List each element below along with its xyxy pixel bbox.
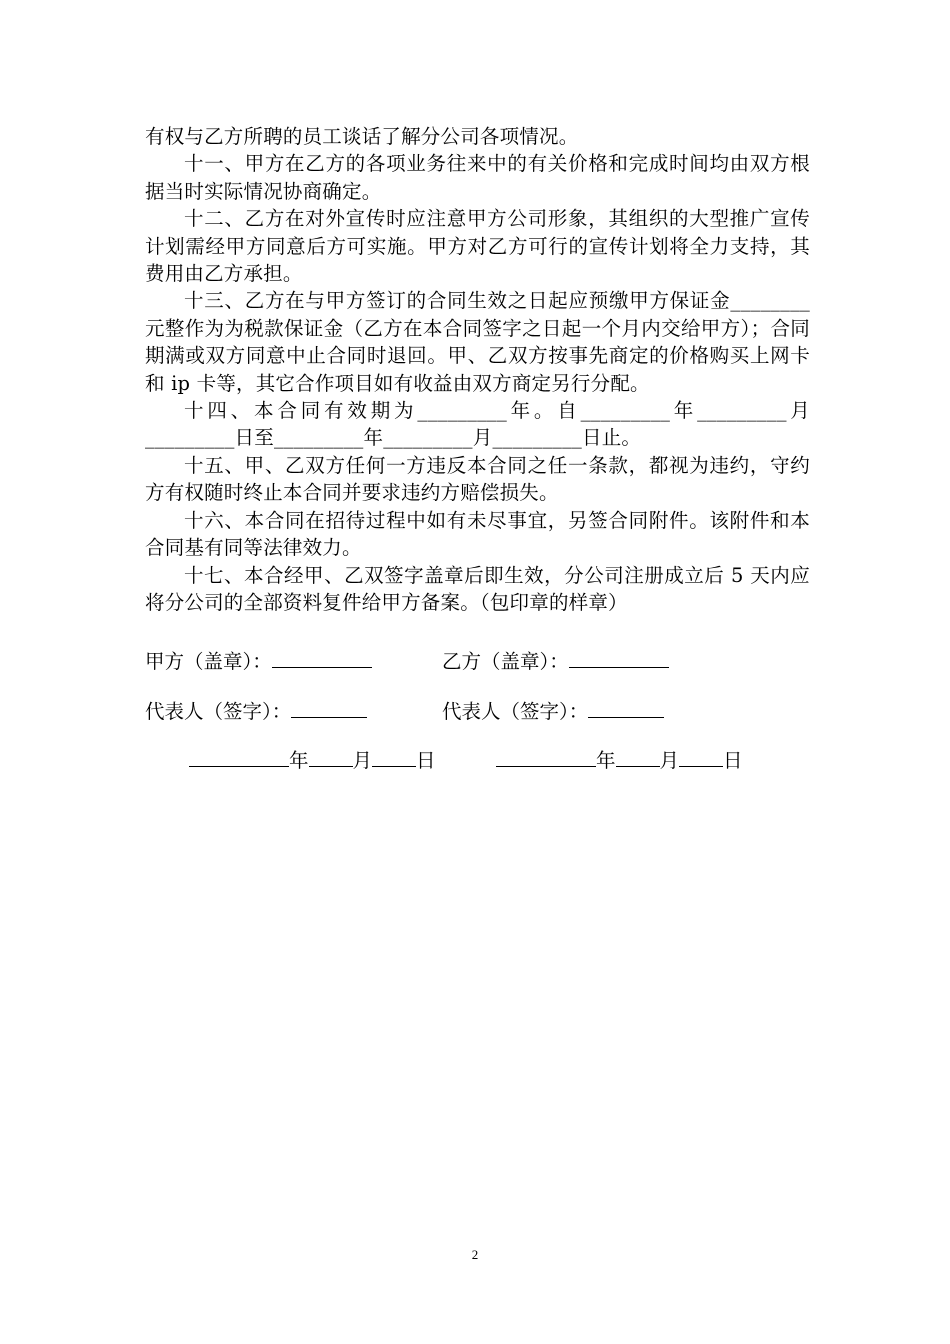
party-b-month-blank[interactable] [616, 746, 660, 767]
party-a-seal-blank[interactable] [272, 647, 372, 668]
clause-17: 十七、本合经甲、乙双签字盖章后即生效，分公司注册成立后 5 天内应将分公司的全部资料复件给甲方备案。（包印章的样章） [145, 563, 810, 614]
party-b-seal-label: 乙方（盖章）： [442, 650, 569, 673]
paragraph-continuation: 有权与乙方所聘的员工谈话了解分公司各项情况。 [145, 125, 579, 148]
contract-body [145, 123, 810, 616]
party-a-month-blank[interactable] [309, 746, 353, 767]
month-label: 月 [659, 749, 680, 772]
clause-13: 十三、乙方在与甲方签订的合同生效之日起应预缴甲方保证金________元整作为为税款保证金（乙方在本合同签字之日起一个月内交给甲方）；合同期满或双方同意中止合同时退回。甲、乙双方按事先商定的价格购买上网卡和 ip 卡等，其它合作项目如有收益由双方商定另行分配。 [145, 289, 810, 395]
clause-11: 十一、甲方在乙方的各项业务往来中的有关价格和完成时间均由双方根据当时实际情况协商确定。 [145, 152, 810, 203]
party-a-rep [145, 697, 367, 725]
party-a-date [189, 746, 436, 774]
party-a-rep-label: 代表人（签字）： [145, 700, 292, 723]
day-label: 日 [416, 749, 436, 772]
party-a-year-blank[interactable] [189, 746, 289, 767]
clause-15: 十五、甲、乙双方任何一方违反本合同之任一条款，都视为违约，守约方有权随时终止本合同并要求违约方赔偿损失。 [145, 453, 810, 505]
party-b-date [496, 746, 743, 774]
year-label: 年 [289, 749, 309, 772]
party-a-seal [145, 647, 372, 675]
clause-16: 十六、本合同在招待过程中如有未尽事宜，另签合同附件。该附件和本合同基有同等法律效力。 [145, 508, 810, 560]
clause-12: 十二、乙方在对外宣传时应注意甲方公司形象，其组织的大型推广宣传计划需经甲方同意后方可实施。甲方对乙方可行的宣传计划将全力支持，其费用由乙方承担。 [145, 207, 810, 286]
day-label: 日 [723, 749, 743, 772]
party-a-day-blank[interactable] [372, 746, 416, 767]
page-number: 2 [471, 1247, 479, 1262]
party-b-year-blank[interactable] [496, 746, 596, 767]
month-label: 月 [352, 749, 373, 772]
party-a-rep-blank[interactable] [291, 697, 367, 718]
clause-14: 十四、本合同有效期为_________年。自_________年_________月_________日至_________年_________月_________日止。 [145, 399, 810, 450]
party-b-rep-blank[interactable] [588, 697, 664, 718]
party-b-day-blank[interactable] [679, 746, 723, 767]
year-label: 年 [596, 749, 616, 772]
party-b-rep-label: 代表人（签字）： [442, 700, 589, 723]
party-a-seal-label: 甲方（盖章）： [145, 650, 272, 673]
party-b-seal-blank[interactable] [569, 647, 669, 668]
party-b-rep [442, 697, 664, 725]
party-b-seal [442, 647, 669, 675]
